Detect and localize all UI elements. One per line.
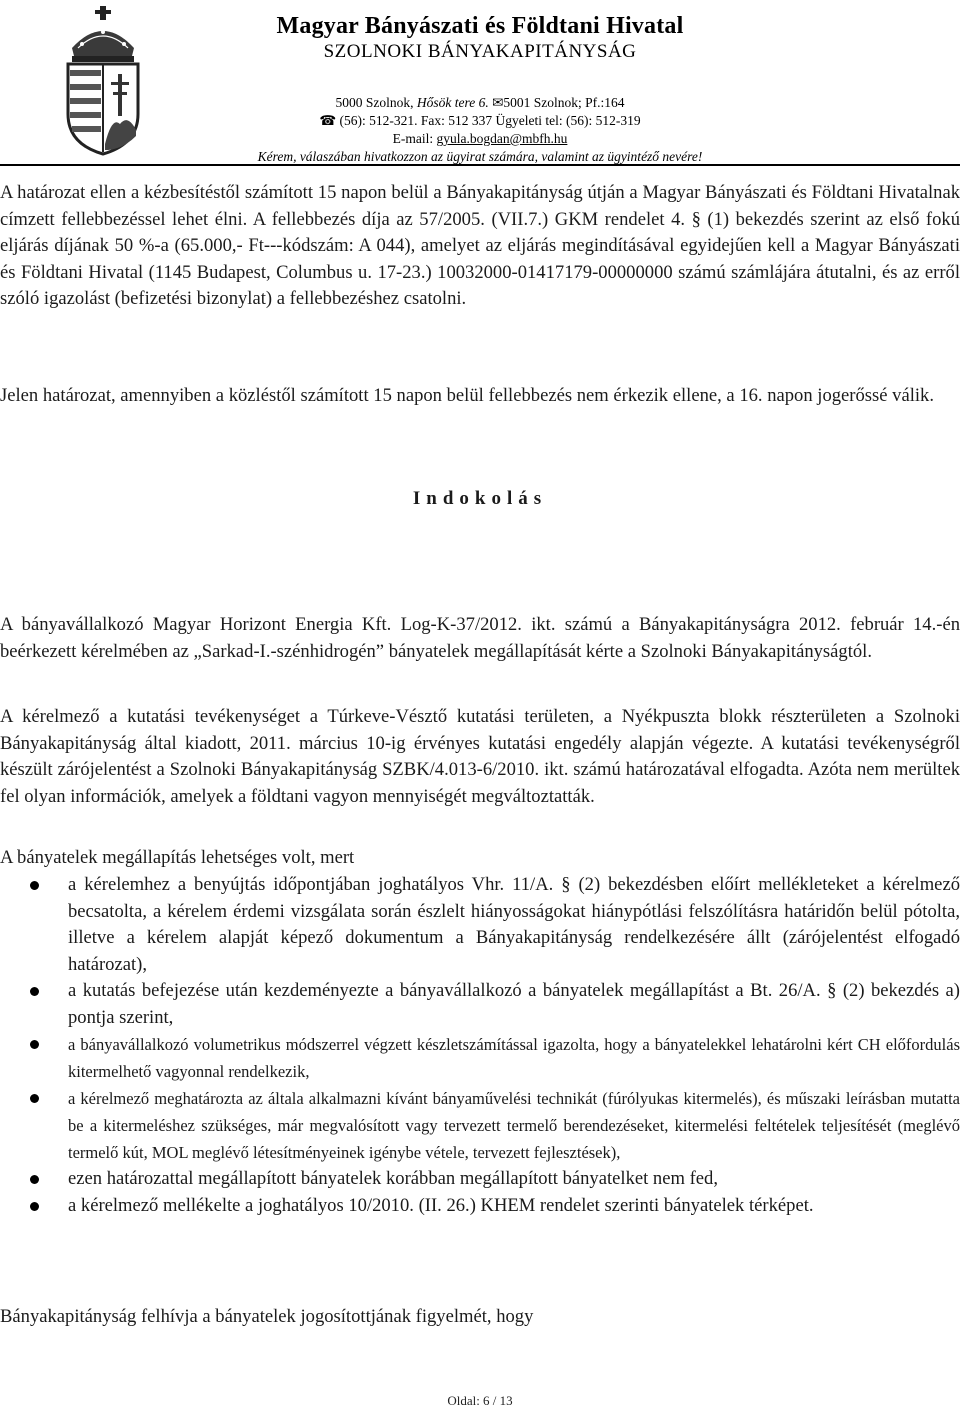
reasons-list <box>0 872 960 1219</box>
list-item: a bányavállalkozó volumetrikus módszerrel végzett készletszámítással igazolta, hogy a bányatelekkel lehatárolni kért CH előfordulás kitermelhető vagyonnal rendelkezik, <box>0 1031 960 1085</box>
bullet-icon <box>30 1175 39 1184</box>
request-paragraph: A bányavállalkozó Magyar Horizont Energia Kft. Log-K-37/2012. ikt. számú a Bányakapitányságra 2012. február 14.-én beérkezett kérelmében az „Sarkad-I.-szénhidrogén” bányatelek megállapítását kérte a Szolnoki Bányakapitányságtól. <box>0 614 960 662</box>
bullet-icon <box>30 881 39 890</box>
list-item: a kérelmező meghatározta az általa alkalmazni kívánt bányaművelési technikát (fúrólyukas kitermelés), és műszaki leírásban mutatta be a kitermeléshez szükséges, már megvalósított vagy tervezett termelő berendezéseket, kitermelési feltételek teljesítését (meglévő termelő kút, MOL meglévő létesítményeinek igénybe vétele, tervezett fejlesztések), <box>0 1085 960 1166</box>
bullet-icon <box>30 1202 39 1211</box>
bullet-icon <box>30 1040 39 1049</box>
institution-title: Magyar Bányászati és Földtani Hivatal <box>276 13 684 39</box>
reference-note: Kérem, válaszában hivatkozzon az ügyirat számára, valamint az ügyintéző nevére! <box>257 149 703 164</box>
address-line: 5000 Szolnok, Hősök tere 6. ✉5001 Szolnok; Pf.:164 <box>335 95 625 110</box>
header-divider <box>0 164 960 166</box>
section-heading: Indokolás <box>412 488 548 509</box>
page-number: Oldal: 6 / 13 <box>447 1393 513 1408</box>
reasons-intro: A bányatelek megállapítás lehetséges volt, mert <box>0 847 355 868</box>
list-item: a kérelmező mellékelte a joghatályos 10/2010. (II. 26.) KHEM rendelet szerinti bányatelek térképet. <box>0 1193 960 1220</box>
bullet-icon <box>30 987 39 996</box>
coat-of-arms-icon <box>62 4 144 156</box>
contact-block <box>270 94 690 148</box>
bullet-icon <box>30 1094 39 1103</box>
list-item: a kérelemhez a benyújtás időpontjában joghatályos Vhr. 11/A. § (2) bekezdésben előírt mellékleteket a kérelmező becsatolta, a kérelem érdemi vizsgálata során észlelt hiányosságokat hiánypótlási felszólításra határidőn belül pótolta, illetve a kérelem alapját képező dokumentum a Bányakapitányság rendelkezésére állt (zárójelentést elfogadó határozat), <box>0 872 960 978</box>
envelope-icon: ✉ <box>492 95 504 110</box>
exploration-paragraph: A kérelmező a kutatási tevékenységet a Túrkeve-Vésztő kutatási területen, a Nyékpuszta blokk részterületen a Szolnoki Bányakapitányság által kiadott, 2011. március 10-ig érvényes kutatási engedély alapján végezte. A kutatási tevékenységről készült zárójelentést a Szolnoki Bányakapitányság SZBK/4.013-6/2010. ikt. számú határozatával elfogadta. Azóta nem merültek fel olyan információk, amelyek a földtani vagyon mennyiségét megváltoztatták. <box>0 706 960 807</box>
notice-paragraph: Bányakapitányság felhívja a bányatelek jogosítottjának figyelmét, hogy <box>0 1306 534 1327</box>
phone-line: ☎ (56): 512-321. Fax: 512 337 Ügyeleti tel: (56): 512-319 <box>319 113 641 128</box>
phone-icon: ☎ <box>319 113 337 128</box>
finality-paragraph: Jelen határozat, amennyiben a közléstől számított 15 napon belül fellebbezés nem érkezik ellene, a 16. napon jogerőssé válik. <box>0 385 934 406</box>
street-name: Hősök tere 6. <box>416 95 489 110</box>
institution-header <box>150 12 810 64</box>
institution-subtitle: SZOLNOKI BÁNYAKAPITÁNYSÁG <box>323 41 637 62</box>
appeal-paragraph: A határozat ellen a kézbesítéstől számított 15 napon belül a Bányakapitányság útján a Magyar Bányászati és Földtani Hivatalnak címzett fellebbezéssel lehet élni. A fellebbezés díja az 57/2005. (VII.7.) GKM rendelet 4. § (1) bekezdés szerint az első fokú eljárás díjának 50 %-a (65.000,- Ft---kódszám: A 044), amelyet az eljárás megindításával egyidejűen kell a Magyar Bányászati és Földtani Hivatal (1145 Budapest, Columbus u. 17-23.) 10032000-01417179-00000000 számú számlájára átutalni, és az erről szóló igazolást (befizetési bizonylat) a fellebbezéshez csatolni. <box>0 182 960 309</box>
list-item: ezen határozattal megállapított bányatelek korábban megállapított bányatelket nem fed, <box>0 1166 960 1193</box>
list-item: a kutatás befejezése után kezdeményezte a bányavállalkozó a bányatelek megállapítást a Bt. 26/A. § (2) bekezdés a) pontja szerint, <box>0 978 960 1031</box>
email-link[interactable]: gyula.bogdan@mbfh.hu <box>436 131 568 146</box>
email-line: E-mail: gyula.bogdan@mbfh.hu <box>392 131 568 146</box>
